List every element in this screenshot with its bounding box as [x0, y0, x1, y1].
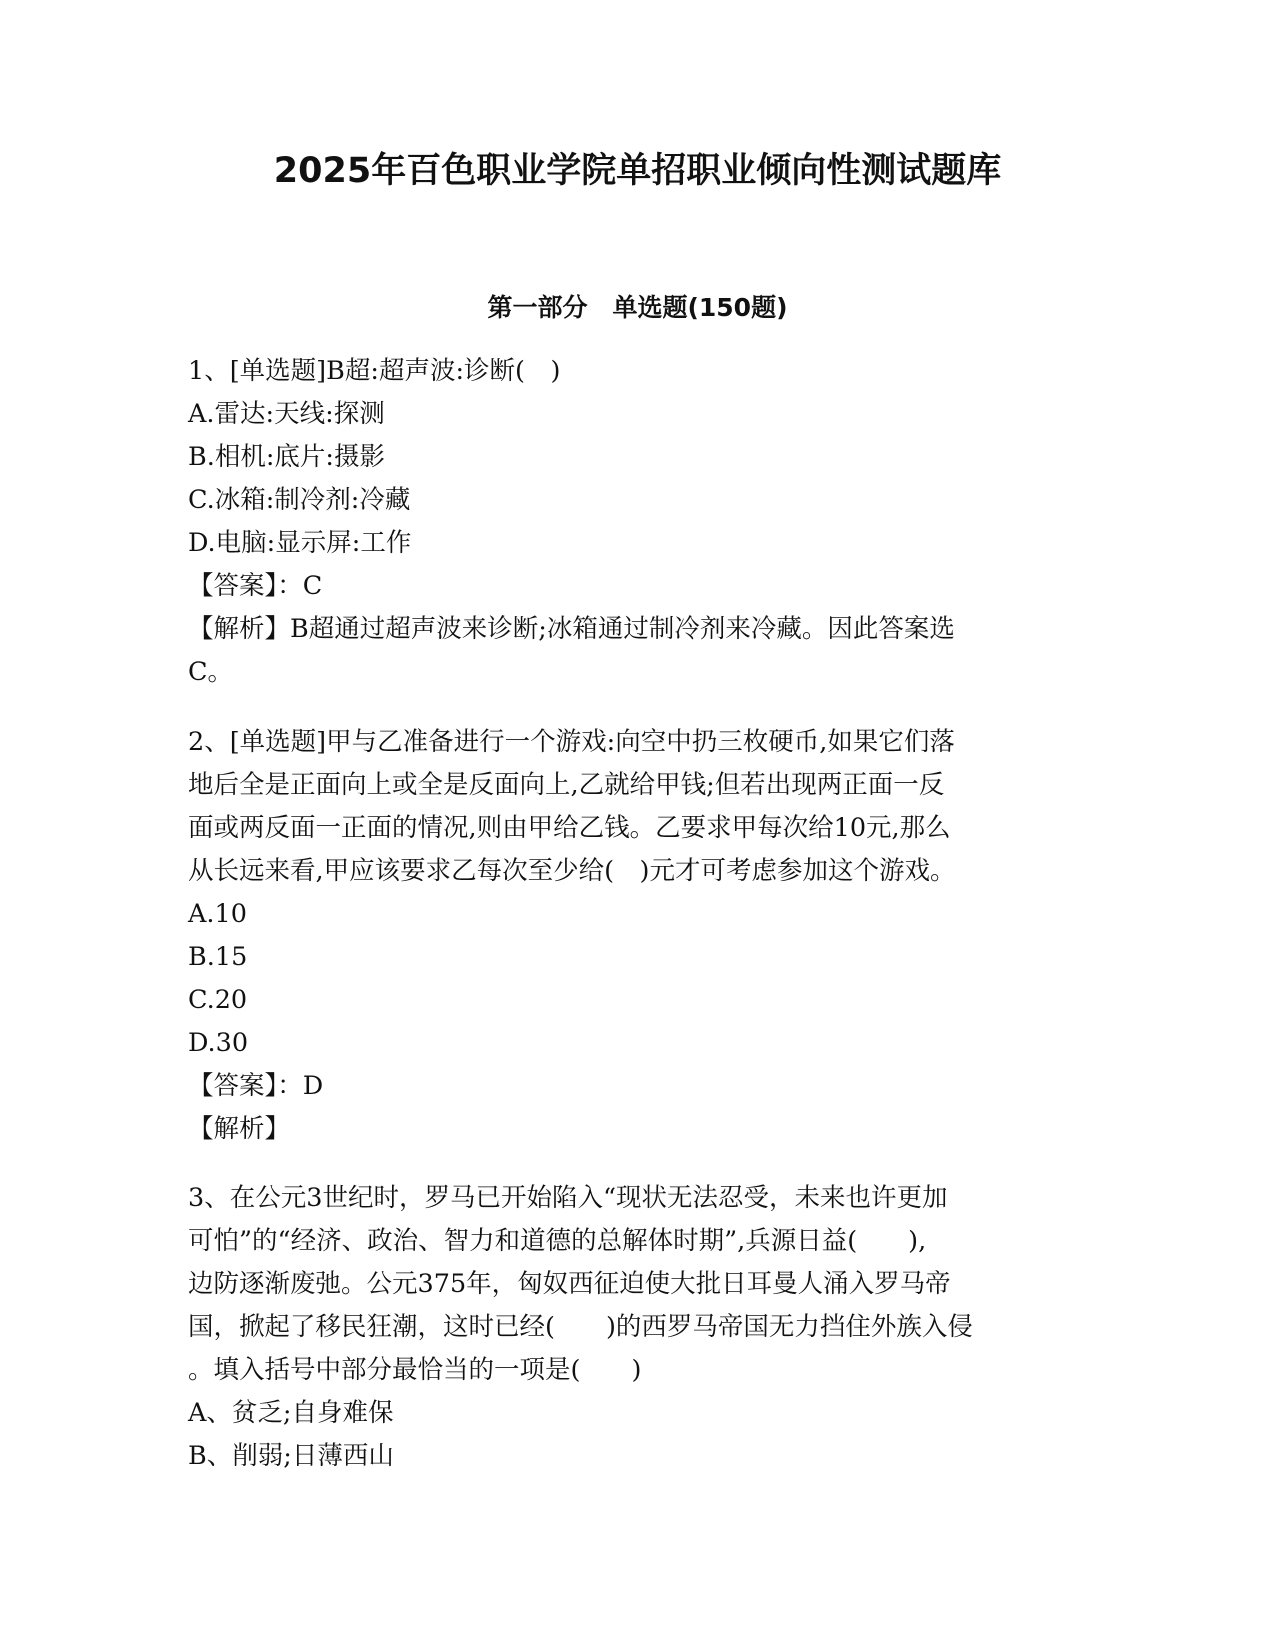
- question-3-option-a: A、贫乏;自身难保: [188, 1398, 394, 1428]
- question-2-stem-line-3: 面或两反面一正面的情况,则由甲给乙钱。乙要求甲每次给10元,那么: [188, 813, 951, 843]
- question-1-analysis-line-2: C。: [188, 657, 234, 687]
- question-1-stem: 1、[单选题]B超:超声波:诊断( ): [188, 356, 561, 386]
- question-2-option-d: D.30: [188, 1028, 249, 1058]
- question-3-option-b: B、削弱;日薄西山: [188, 1441, 394, 1471]
- question-2-analysis: 【解析】: [188, 1114, 291, 1144]
- question-2-option-a: A.10: [188, 899, 247, 929]
- question-3-stem-line-2: 可怕”的“经济、政治、智力和道德的总解体时期”,兵源日益( ),: [188, 1226, 927, 1256]
- question-3-stem-line-3: 边防逐渐废弛。公元375年，匈奴西征迫使大批日耳曼人涌入罗马帝: [188, 1269, 951, 1299]
- question-1: [188, 350, 1088, 694]
- question-1-answer: 【答案】：C: [188, 571, 323, 601]
- question-1-option-d: D.电脑:显示屏:工作: [188, 528, 412, 558]
- question-2-option-b: B.15: [188, 942, 248, 972]
- question-2-stem-line-1: 2、[单选题]甲与乙准备进行一个游戏:向空中扔三枚硬币,如果它们落: [188, 727, 955, 757]
- question-2-answer: 【答案】：D: [188, 1071, 324, 1101]
- question-3-stem-line-5: 。填入括号中部分最恰当的一项是( ): [188, 1355, 642, 1385]
- question-2-stem-line-4: 从长远来看,甲应该要求乙每次至少给( )元才可考虑参加这个游戏。: [188, 856, 956, 886]
- question-3: [188, 1177, 1088, 1478]
- question-3-stem-line-1: 3、在公元3世纪时，罗马已开始陷入“现状无法忍受，未来也许更加: [188, 1183, 948, 1213]
- question-2: [188, 721, 1088, 1151]
- question-1-option-c: C.冰箱:制冷剂:冷藏: [188, 485, 411, 515]
- question-2-stem-line-2: 地后全是正面向上或全是反面向上,乙就给甲钱;但若出现两正面一反: [188, 770, 945, 800]
- question-3-stem-line-4: 国，掀起了移民狂潮，这时已经( )的西罗马帝国无力挡住外族入侵: [188, 1312, 973, 1342]
- question-1-analysis-line-1: 【解析】B超通过超声波来诊断;冰箱通过制冷剂来冷藏。因此答案选: [188, 614, 955, 644]
- question-1-option-a: A.雷达:天线:探测: [188, 399, 385, 429]
- question-2-option-c: C.20: [188, 985, 248, 1015]
- document-title: 2025年百色职业学院单招职业倾向性测试题库: [273, 151, 1002, 191]
- section-heading: 第一部分 单选题(150题): [487, 293, 788, 322]
- question-1-option-b: B.相机:底片:摄影: [188, 442, 386, 472]
